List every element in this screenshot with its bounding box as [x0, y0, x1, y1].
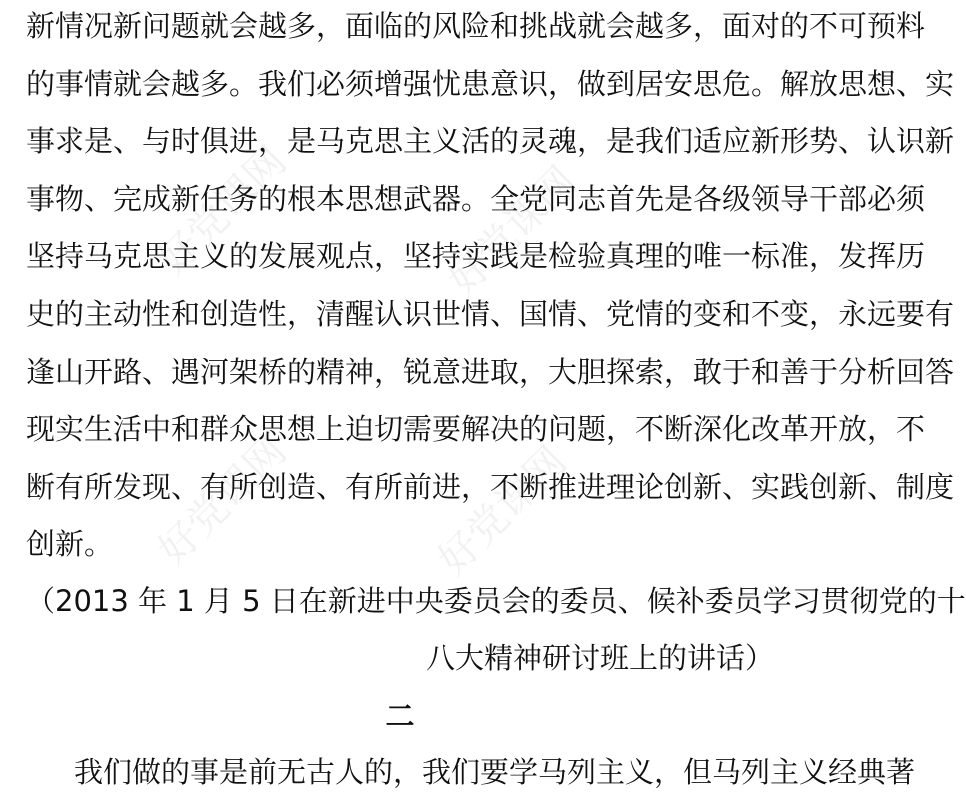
body-text-line: 新情况新问题就会越多，面临的风险和挑战就会越多，面对的不可预料 — [26, 9, 926, 43]
watermark: 好党课网 — [429, 438, 576, 584]
body-text-line: 坚持马克思主义的发展观点，坚持实践是检验真理的唯一标准，发挥历 — [26, 239, 926, 273]
body-text-line: 史的主动性和创造性，清醒认识世情、国情、党情的变和不变，永远要有 — [26, 297, 955, 331]
body-text-line: 现实生活中和群众思想上迫切需要解决的问题，不断深化改革开放，不 — [26, 412, 926, 446]
body-text-line: 事求是、与时俱进，是马克思主义活的灵魂，是我们适应新形势、认识新 — [26, 124, 955, 158]
watermark: 好党课网 — [149, 138, 296, 284]
body-text-line: 事物、完成新任务的根本思想武器。全党同志首先是各级领导干部必须 — [26, 182, 926, 216]
body-text-line: 断有所发现、有所创造、有所前进，不断推进理论创新、实践创新、制度 — [26, 470, 955, 504]
body-text-line: 的事情就会越多。我们必须增强忧患意识，做到居安思危。解放思想、实 — [26, 67, 955, 101]
body-text-line: 逢山开路、遇河架桥的精神，锐意进取，大胆探索，敢于和善于分析回答 — [26, 355, 955, 389]
watermark: 好党课网 — [149, 428, 296, 574]
source-citation-line: （2013 年 1 月 5 日在新进中央委员会的委员、候补委员学习贯彻党的十 — [26, 584, 966, 618]
body-text-line: 我们做的事是前无古人的，我们要学马列主义，但马列主义经典著 — [74, 755, 916, 789]
body-text-line: 创新。 — [26, 527, 114, 561]
source-citation-line: 八大精神研讨班上的讲话） — [425, 641, 774, 675]
section-heading: 二 — [385, 699, 415, 733]
watermark: 好党课网 — [439, 158, 586, 304]
